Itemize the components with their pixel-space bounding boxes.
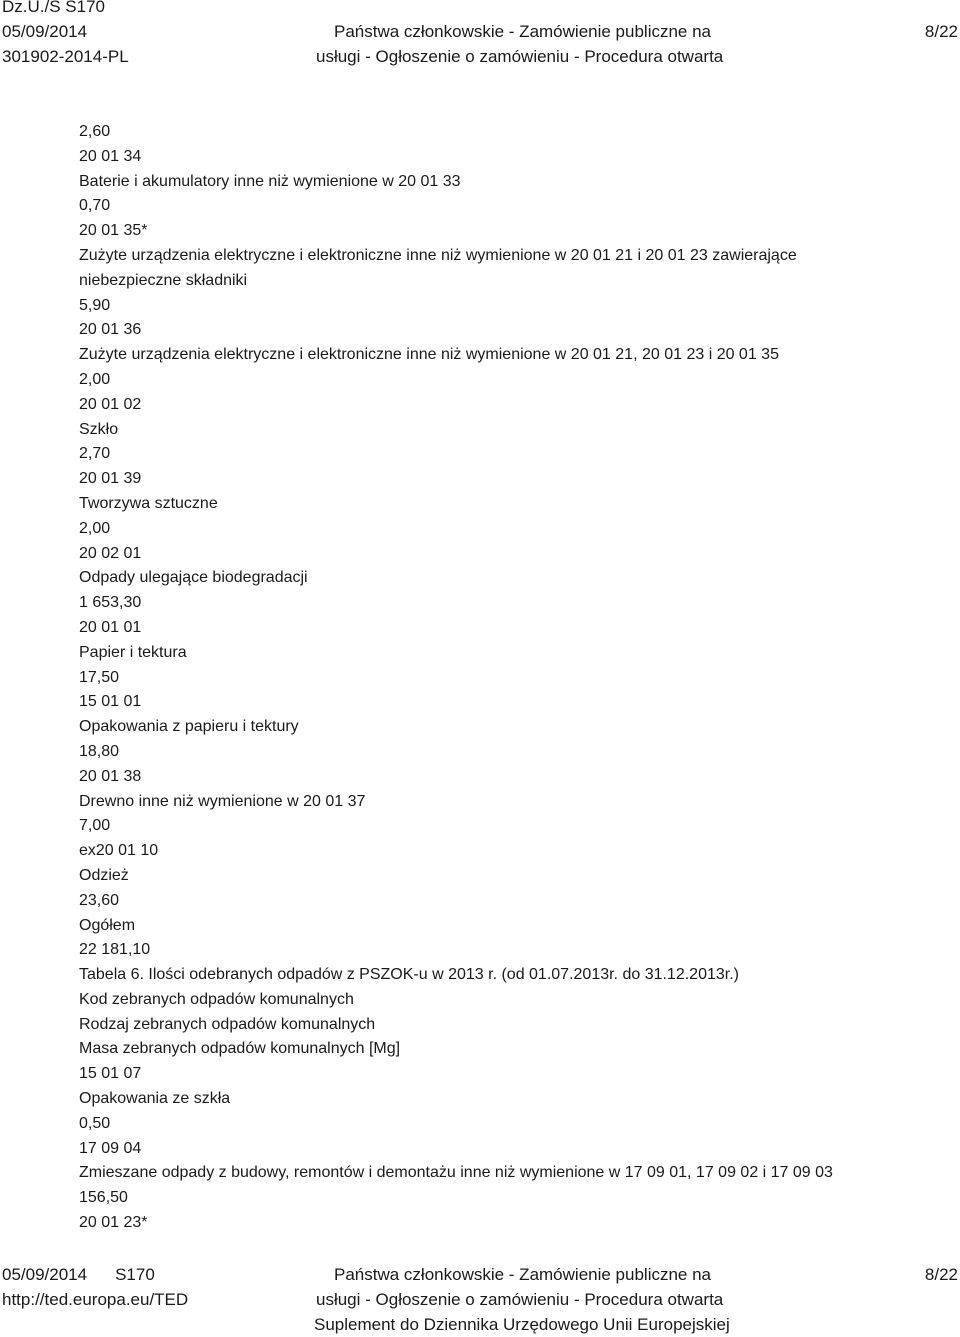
text-line: 15 01 01 xyxy=(79,693,142,711)
footer-title-line1: Państwa członkowskie - Zamówienie publiczne na xyxy=(334,1265,712,1284)
text-line: 20 01 23* xyxy=(79,1214,148,1232)
text-line: 156,50 xyxy=(79,1189,128,1207)
header-journal: Dz.U./S S170 xyxy=(2,0,105,16)
text-line: 17,50 xyxy=(79,668,120,686)
text-line: 20 01 39 xyxy=(79,470,142,488)
text-line: Zużyte urządzenia elektryczne i elektroniczne inne niż wymienione w 20 01 21, 20 01 23 i 20 01 35 xyxy=(79,346,779,364)
footer-url-link[interactable]: http://ted.europa.eu/TED xyxy=(2,1290,189,1309)
text-line: 20 01 35* xyxy=(79,222,148,240)
footer-date: 05/09/2014 xyxy=(2,1265,88,1284)
text-line: 2,00 xyxy=(79,519,111,537)
text-line: 20 01 34 xyxy=(79,147,142,165)
text-line: 5,90 xyxy=(79,296,111,314)
header-title-line2: usługi - Ogłoszenie o zamówieniu - Procedura otwarta xyxy=(316,47,724,66)
text-line: Kod zebranych odpadów komunalnych xyxy=(79,990,354,1008)
text-line: Ogółem xyxy=(79,916,136,934)
text-line: Rodzaj zebranych odpadów komunalnych xyxy=(79,1015,376,1033)
text-line: niebezpieczne składniki xyxy=(79,271,248,289)
text-line: 15 01 07 xyxy=(79,1065,142,1083)
text-line: 20 01 38 xyxy=(79,767,142,785)
text-line: Opakowania ze szkła xyxy=(79,1090,231,1108)
text-line: 23,60 xyxy=(79,891,120,909)
footer-page-number: 8/22 xyxy=(924,1265,958,1284)
text-line: 20 01 02 xyxy=(79,395,142,413)
header-doc-id: 301902-2014-PL xyxy=(2,47,129,66)
text-line: 20 01 01 xyxy=(79,618,142,636)
text-line: Tworzywa sztuczne xyxy=(79,494,218,512)
header-title-line1: Państwa członkowskie - Zamówienie publiczne na xyxy=(334,22,712,41)
footer-meta xyxy=(2,1262,155,1287)
footer-journal: S170 xyxy=(115,1265,155,1284)
text-line: Masa zebranych odpadów komunalnych [Mg] xyxy=(79,1040,401,1058)
text-line: Szkło xyxy=(79,420,119,438)
text-line: Zużyte urządzenia elektryczne i elektroniczne inne niż wymienione w 20 01 21 i 20 01 23 zawierające xyxy=(79,246,797,264)
text-line: Zmieszane odpady z budowy, remontów i demontażu inne niż wymienione w 17 09 01, 17 09 02 i 17 09 03 xyxy=(79,1164,833,1182)
footer-title-line3: Suplement do Dziennika Urzędowego Unii Europejskiej xyxy=(314,1315,730,1334)
text-line: Drewno inne niż wymienione w 20 01 37 xyxy=(79,792,366,810)
text-line: 0,50 xyxy=(79,1114,111,1132)
text-line: Odpady ulegające biodegradacji xyxy=(79,569,308,587)
text-line: 20 02 01 xyxy=(79,544,142,562)
text-line: 17 09 04 xyxy=(79,1139,142,1157)
header-meta xyxy=(2,0,129,69)
text-line: ex20 01 10 xyxy=(79,842,159,860)
text-line: Tabela 6. Ilości odebranych odpadów z PSZOK-u w 2013 r. (od 01.07.2013r. do 31.12.2013r.) xyxy=(79,966,739,984)
text-line: 1 653,30 xyxy=(79,594,142,612)
footer-title-line2: usługi - Ogłoszenie o zamówieniu - Procedura otwarta xyxy=(316,1290,724,1309)
text-line: 2,70 xyxy=(79,445,111,463)
text-line: Opakowania z papieru i tektury xyxy=(79,718,299,736)
text-line: Odzież xyxy=(79,866,129,884)
document-body xyxy=(79,120,949,1236)
header-date: 05/09/2014 xyxy=(2,22,88,41)
text-line: 22 181,10 xyxy=(79,941,151,959)
text-line: 18,80 xyxy=(79,742,120,760)
text-line: 20 01 36 xyxy=(79,321,142,339)
text-line: Baterie i akumulatory inne niż wymienione w 20 01 33 xyxy=(79,172,461,190)
text-line: 2,60 xyxy=(79,123,111,140)
text-line: 0,70 xyxy=(79,197,111,215)
text-line: Papier i tektura xyxy=(79,643,187,661)
text-line: 2,00 xyxy=(79,370,111,388)
header-page-number: 8/22 xyxy=(924,22,958,41)
text-line: 7,00 xyxy=(79,817,111,835)
